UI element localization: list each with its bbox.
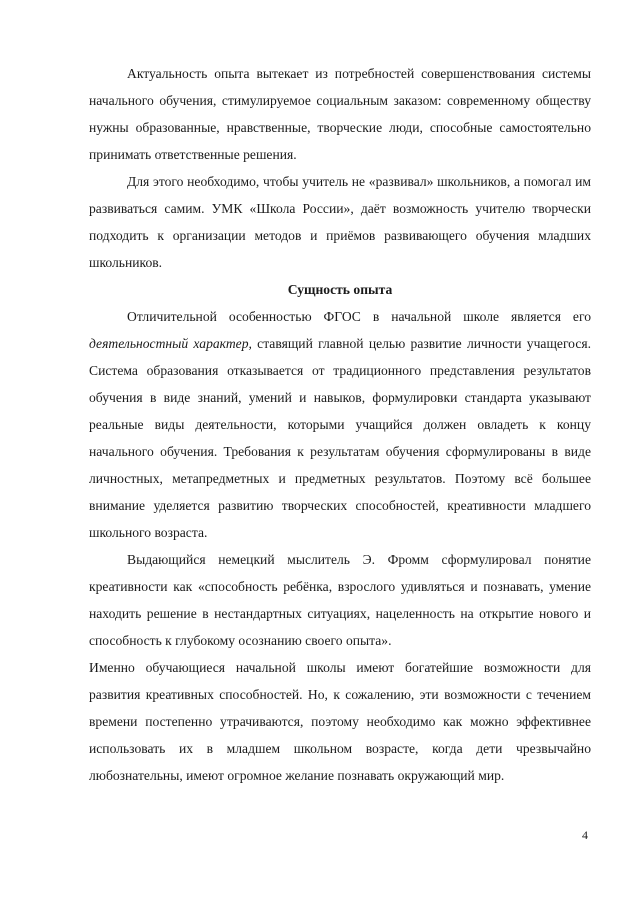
- paragraph-relevance: Актуальность опыта вытекает из потребностей совершенствования системы начального обучения, стимулируемое социальным заказом: современному обществу нужны образованные, нравственные, творческие люди, способные самостоятельно принимать ответственные решения.: [89, 66, 591, 162]
- paragraph-fromm: Выдающийся немецкий мыслитель Э. Фромм сформулировал понятие креативности как «способность ребёнка, взрослого удивляться и познавать, умение находить решение в нестандартных ситуациях, нацеленность на открытие нового и способность к глубокому осознанию своего опыта».: [89, 552, 591, 648]
- paragraph-fgos-end: ставящий главной целью развитие личности учащегося. Система образования отказывается от традиционного представления результатов обучения в виде знаний, умений и навыков, формулировки стандарта указывают реальные виды деятельности, которыми учащийся должен овладеть к концу начального обучения. Требования к результатам обучения сформулированы в виде личностных, метапредметных и предметных результатов. Поэтому всё большее внимание уделяется развитию творческих способностей, креативности младшего школьного возраста.: [89, 336, 591, 540]
- paragraph-fgos: [89, 303, 591, 546]
- paragraph-fgos-emphasis: деятельностный характер,: [89, 336, 252, 351]
- section-heading: Сущность опыта: [287, 282, 393, 297]
- page-number: 4: [582, 828, 588, 842]
- body-text: [89, 60, 591, 789]
- paragraph-primary-school: Именно обучающиеся начальной школы имеют богатейшие возможности для развития креативных способностей. Но, к сожалению, эти возможности с течением времени постепенно утрачиваются, поэтому необходимо как можно эффективнее использовать их в младшем школьном возрасте, когда дети чрезвычайно любознательны, имеют огромное желание познавать окружающий мир.: [89, 660, 591, 783]
- paragraph-fgos-start: Отличительной особенностью ФГОС в начальной школе является его: [127, 309, 591, 324]
- paragraph-teacher-role: Для этого необходимо, чтобы учитель не «развивал» школьников, а помогал им развиваться самим. УМК «Школа России», даёт возможность учителю творчески подходить к организации методов и приёмов развивающего обучения младших школьников.: [89, 174, 591, 270]
